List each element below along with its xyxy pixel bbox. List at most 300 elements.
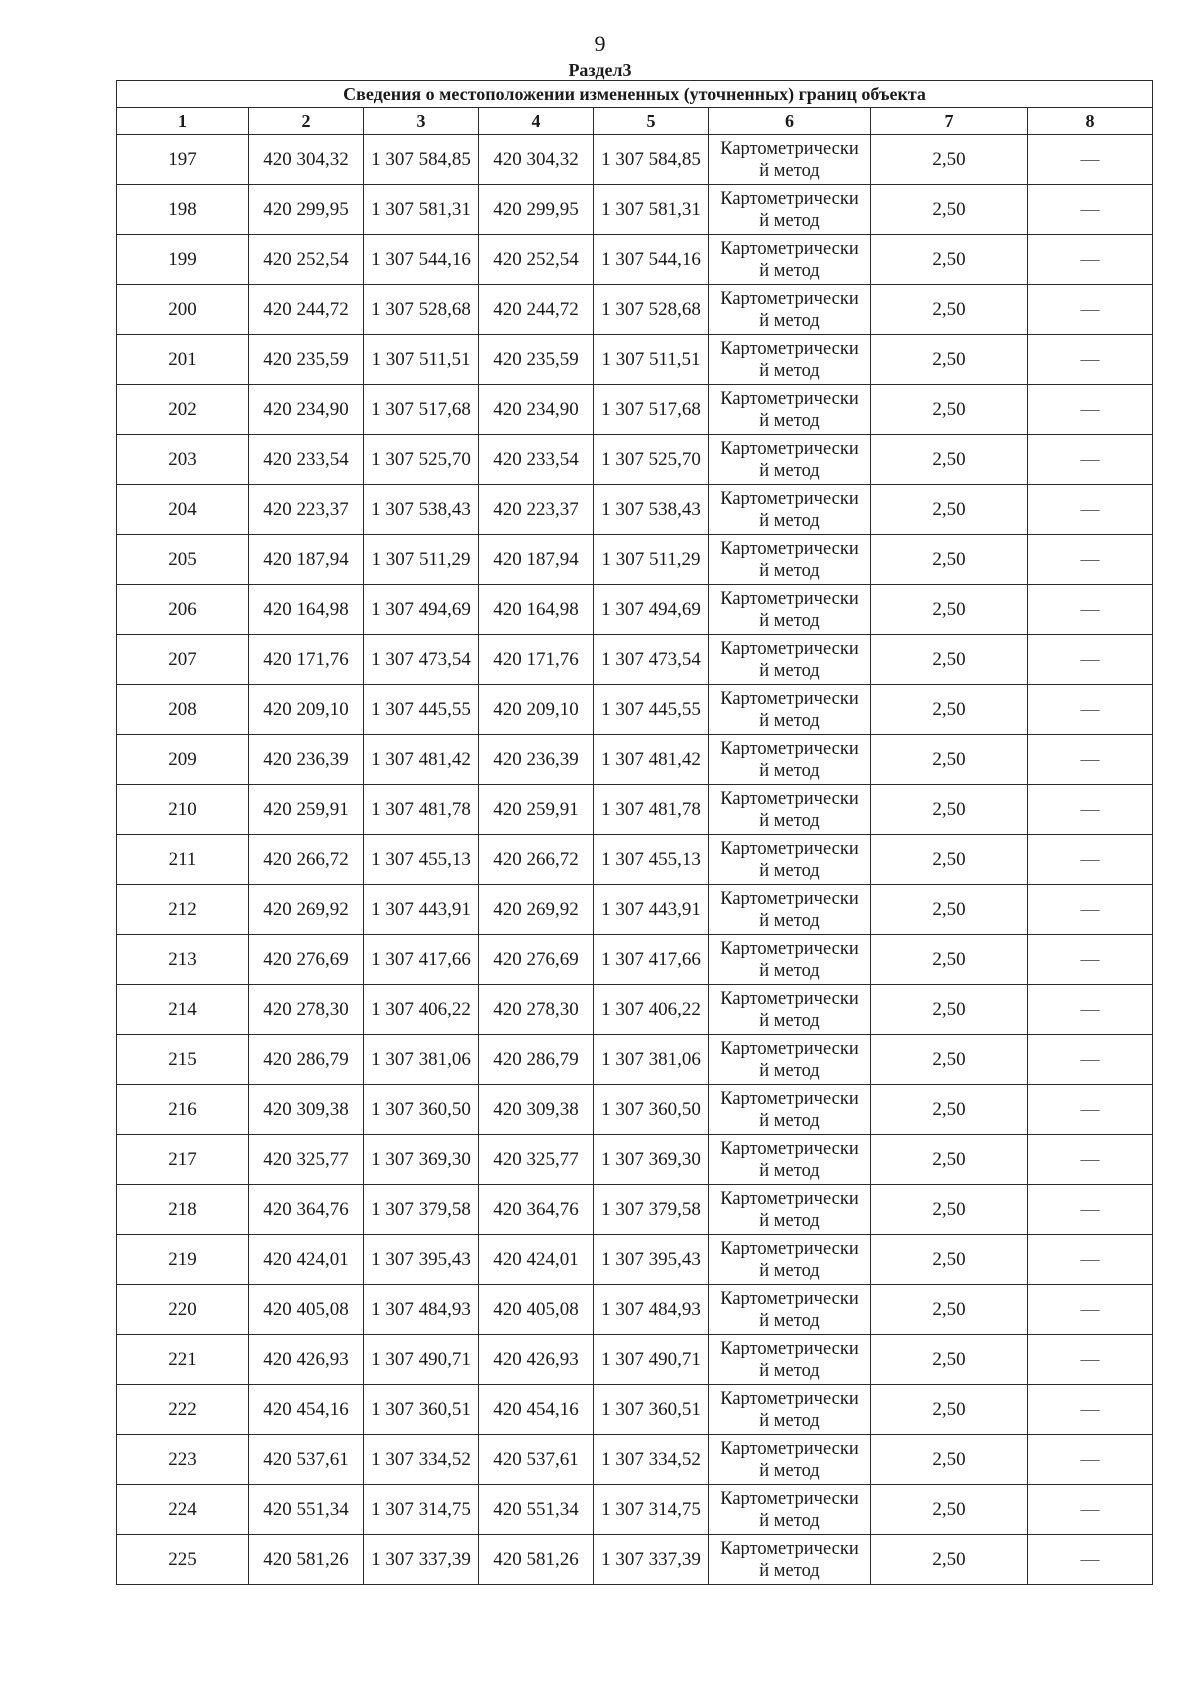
- x-refined-cell: 420 405,08: [479, 1285, 594, 1335]
- accuracy-cell: 2,50: [871, 585, 1028, 635]
- point-number-cell: 204: [117, 485, 249, 535]
- y-existing-cell: 1 307 334,52: [364, 1435, 479, 1485]
- method-line-1: Картометрически: [720, 138, 859, 159]
- method-cell: [709, 1535, 871, 1585]
- accuracy-cell: 2,50: [871, 835, 1028, 885]
- note-cell: —: [1028, 1385, 1153, 1435]
- method-line-1: Картометрически: [720, 438, 859, 459]
- note-cell: —: [1028, 635, 1153, 685]
- method-cell: [709, 435, 871, 485]
- x-existing-cell: 420 187,94: [249, 535, 364, 585]
- accuracy-cell: 2,50: [871, 335, 1028, 385]
- method-line-2: й метод: [759, 1110, 820, 1131]
- x-existing-cell: 420 209,10: [249, 685, 364, 735]
- x-existing-cell: 420 551,34: [249, 1485, 364, 1535]
- table-row: [117, 485, 1153, 535]
- point-number-cell: 200: [117, 285, 249, 335]
- method-cell: [709, 285, 871, 335]
- point-number-cell: 210: [117, 785, 249, 835]
- point-number-cell: 197: [117, 135, 249, 185]
- y-existing-cell: 1 307 314,75: [364, 1485, 479, 1535]
- method-cell: [709, 1435, 871, 1485]
- method-line-1: Картометрически: [720, 1388, 859, 1409]
- y-existing-cell: 1 307 484,93: [364, 1285, 479, 1335]
- accuracy-cell: 2,50: [871, 1485, 1028, 1535]
- table-row: [117, 1335, 1153, 1385]
- method-line-2: й метод: [759, 610, 820, 631]
- x-refined-cell: 420 299,95: [479, 185, 594, 235]
- table-row: [117, 1135, 1153, 1185]
- point-number-cell: 219: [117, 1235, 249, 1285]
- method-line-2: й метод: [759, 410, 820, 431]
- x-refined-cell: 420 424,01: [479, 1235, 594, 1285]
- point-number-cell: 201: [117, 335, 249, 385]
- y-refined-cell: 1 307 484,93: [594, 1285, 709, 1335]
- x-existing-cell: 420 537,61: [249, 1435, 364, 1485]
- y-refined-cell: 1 307 517,68: [594, 385, 709, 435]
- note-cell: —: [1028, 1135, 1153, 1185]
- x-refined-cell: 420 426,93: [479, 1335, 594, 1385]
- point-number-cell: 199: [117, 235, 249, 285]
- accuracy-cell: 2,50: [871, 485, 1028, 535]
- accuracy-cell: 2,50: [871, 1085, 1028, 1135]
- page-number: 9: [594, 31, 606, 56]
- point-number-cell: 212: [117, 885, 249, 935]
- point-number-cell: 211: [117, 835, 249, 885]
- point-number-cell: 209: [117, 735, 249, 785]
- note-cell: —: [1028, 1485, 1153, 1535]
- column-header: 3: [364, 108, 479, 135]
- y-existing-cell: 1 307 473,54: [364, 635, 479, 685]
- accuracy-cell: 2,50: [871, 735, 1028, 785]
- accuracy-cell: 2,50: [871, 1135, 1028, 1185]
- x-refined-cell: 420 454,16: [479, 1385, 594, 1435]
- table-row: [117, 1485, 1153, 1535]
- table-row: [117, 935, 1153, 985]
- method-cell: [709, 1185, 871, 1235]
- method-line-2: й метод: [759, 1010, 820, 1031]
- x-existing-cell: 420 235,59: [249, 335, 364, 385]
- x-refined-cell: 420 252,54: [479, 235, 594, 285]
- note-cell: —: [1028, 1185, 1153, 1235]
- accuracy-cell: 2,50: [871, 385, 1028, 435]
- accuracy-cell: 2,50: [871, 1285, 1028, 1335]
- table-row: [117, 185, 1153, 235]
- y-existing-cell: 1 307 381,06: [364, 1035, 479, 1085]
- coordinates-table: [116, 80, 1153, 1585]
- section-title: Раздел3: [568, 60, 632, 80]
- x-existing-cell: 420 244,72: [249, 285, 364, 335]
- method-line-1: Картометрически: [720, 1338, 859, 1359]
- x-existing-cell: 420 424,01: [249, 1235, 364, 1285]
- x-refined-cell: 420 266,72: [479, 835, 594, 885]
- accuracy-cell: 2,50: [871, 535, 1028, 585]
- note-cell: —: [1028, 535, 1153, 585]
- method-line-2: й метод: [759, 360, 820, 381]
- y-existing-cell: 1 307 337,39: [364, 1535, 479, 1585]
- note-cell: —: [1028, 1435, 1153, 1485]
- x-existing-cell: 420 426,93: [249, 1335, 364, 1385]
- method-line-2: й метод: [759, 760, 820, 781]
- method-line-2: й метод: [759, 1160, 820, 1181]
- point-number-cell: 224: [117, 1485, 249, 1535]
- x-refined-cell: 420 171,76: [479, 635, 594, 685]
- note-cell: —: [1028, 1535, 1153, 1585]
- y-refined-cell: 1 307 360,50: [594, 1085, 709, 1135]
- method-line-1: Картометрически: [720, 1438, 859, 1459]
- x-existing-cell: 420 234,90: [249, 385, 364, 435]
- point-number-cell: 198: [117, 185, 249, 235]
- y-existing-cell: 1 307 406,22: [364, 985, 479, 1035]
- point-number-cell: 213: [117, 935, 249, 985]
- x-existing-cell: 420 304,32: [249, 135, 364, 185]
- accuracy-cell: 2,50: [871, 635, 1028, 685]
- y-existing-cell: 1 307 494,69: [364, 585, 479, 635]
- method-cell: [709, 1285, 871, 1335]
- method-line-2: й метод: [759, 660, 820, 681]
- y-existing-cell: 1 307 511,29: [364, 535, 479, 585]
- accuracy-cell: 2,50: [871, 1335, 1028, 1385]
- note-cell: —: [1028, 385, 1153, 435]
- method-cell: [709, 135, 871, 185]
- note-cell: —: [1028, 835, 1153, 885]
- x-existing-cell: 420 299,95: [249, 185, 364, 235]
- x-refined-cell: 420 164,98: [479, 585, 594, 635]
- y-refined-cell: 1 307 473,54: [594, 635, 709, 685]
- method-cell: [709, 885, 871, 935]
- y-existing-cell: 1 307 490,71: [364, 1335, 479, 1385]
- y-existing-cell: 1 307 517,68: [364, 385, 479, 435]
- method-cell: [709, 585, 871, 635]
- x-refined-cell: 420 269,92: [479, 885, 594, 935]
- method-cell: [709, 335, 871, 385]
- y-existing-cell: 1 307 445,55: [364, 685, 479, 735]
- column-header-row: [117, 108, 1153, 135]
- accuracy-cell: 2,50: [871, 785, 1028, 835]
- x-refined-cell: 420 325,77: [479, 1135, 594, 1185]
- method-line-1: Картометрически: [720, 1538, 859, 1559]
- method-line-2: й метод: [759, 1060, 820, 1081]
- y-existing-cell: 1 307 481,42: [364, 735, 479, 785]
- method-line-2: й метод: [759, 960, 820, 981]
- method-line-1: Картометрически: [720, 1088, 859, 1109]
- accuracy-cell: 2,50: [871, 1185, 1028, 1235]
- x-existing-cell: 420 252,54: [249, 235, 364, 285]
- note-cell: —: [1028, 1285, 1153, 1335]
- method-line-1: Картометрически: [720, 888, 859, 909]
- y-refined-cell: 1 307 445,55: [594, 685, 709, 735]
- x-existing-cell: 420 269,92: [249, 885, 364, 935]
- point-number-cell: 220: [117, 1285, 249, 1335]
- method-line-1: Картометрически: [720, 188, 859, 209]
- y-refined-cell: 1 307 379,58: [594, 1185, 709, 1235]
- method-cell: [709, 185, 871, 235]
- table-row: [117, 1435, 1153, 1485]
- y-refined-cell: 1 307 360,51: [594, 1385, 709, 1435]
- x-existing-cell: 420 325,77: [249, 1135, 364, 1185]
- y-existing-cell: 1 307 528,68: [364, 285, 479, 335]
- x-refined-cell: 420 244,72: [479, 285, 594, 335]
- accuracy-cell: 2,50: [871, 235, 1028, 285]
- x-refined-cell: 420 276,69: [479, 935, 594, 985]
- x-existing-cell: 420 405,08: [249, 1285, 364, 1335]
- method-line-1: Картометрически: [720, 238, 859, 259]
- x-refined-cell: 420 304,32: [479, 135, 594, 185]
- point-number-cell: 223: [117, 1435, 249, 1485]
- table-row: [117, 635, 1153, 685]
- x-existing-cell: 420 286,79: [249, 1035, 364, 1085]
- method-line-2: й метод: [759, 160, 820, 181]
- table-row: [117, 335, 1153, 385]
- x-existing-cell: 420 364,76: [249, 1185, 364, 1235]
- x-refined-cell: 420 223,37: [479, 485, 594, 535]
- y-existing-cell: 1 307 443,91: [364, 885, 479, 935]
- y-refined-cell: 1 307 538,43: [594, 485, 709, 535]
- note-cell: —: [1028, 185, 1153, 235]
- method-cell: [709, 485, 871, 535]
- method-line-2: й метод: [759, 1460, 820, 1481]
- method-line-1: Картометрически: [720, 1038, 859, 1059]
- x-refined-cell: 420 259,91: [479, 785, 594, 835]
- table-row: [117, 1535, 1153, 1585]
- method-line-1: Картометрически: [720, 288, 859, 309]
- x-existing-cell: 420 171,76: [249, 635, 364, 685]
- note-cell: —: [1028, 335, 1153, 385]
- method-line-1: Картометрически: [720, 1188, 859, 1209]
- y-refined-cell: 1 307 417,66: [594, 935, 709, 985]
- method-line-1: Картометрически: [720, 688, 859, 709]
- point-number-cell: 208: [117, 685, 249, 735]
- accuracy-cell: 2,50: [871, 685, 1028, 735]
- accuracy-cell: 2,50: [871, 935, 1028, 985]
- method-line-1: Картометрически: [720, 588, 859, 609]
- point-number-cell: 222: [117, 1385, 249, 1435]
- point-number-cell: 217: [117, 1135, 249, 1185]
- method-line-2: й метод: [759, 810, 820, 831]
- x-refined-cell: 420 364,76: [479, 1185, 594, 1235]
- y-refined-cell: 1 307 314,75: [594, 1485, 709, 1535]
- accuracy-cell: 2,50: [871, 1385, 1028, 1435]
- method-line-1: Картометрически: [720, 1288, 859, 1309]
- column-header: 8: [1028, 108, 1153, 135]
- method-cell: [709, 535, 871, 585]
- note-cell: —: [1028, 285, 1153, 335]
- note-cell: —: [1028, 935, 1153, 985]
- table-row: [117, 235, 1153, 285]
- method-line-1: Картометрически: [720, 638, 859, 659]
- y-refined-cell: 1 307 337,39: [594, 1535, 709, 1585]
- y-existing-cell: 1 307 395,43: [364, 1235, 479, 1285]
- method-line-1: Картометрически: [720, 338, 859, 359]
- y-refined-cell: 1 307 481,42: [594, 735, 709, 785]
- accuracy-cell: 2,50: [871, 885, 1028, 935]
- table-row: [117, 1285, 1153, 1335]
- y-refined-cell: 1 307 528,68: [594, 285, 709, 335]
- y-existing-cell: 1 307 379,58: [364, 1185, 479, 1235]
- note-cell: —: [1028, 785, 1153, 835]
- table-row: [117, 785, 1153, 835]
- method-line-2: й метод: [759, 1560, 820, 1581]
- y-refined-cell: 1 307 443,91: [594, 885, 709, 935]
- y-existing-cell: 1 307 481,78: [364, 785, 479, 835]
- note-cell: —: [1028, 1035, 1153, 1085]
- column-header: 1: [117, 108, 249, 135]
- y-existing-cell: 1 307 369,30: [364, 1135, 479, 1185]
- method-line-1: Картометрически: [720, 938, 859, 959]
- y-existing-cell: 1 307 511,51: [364, 335, 479, 385]
- method-cell: [709, 385, 871, 435]
- table-row: [117, 1385, 1153, 1435]
- table-caption: Сведения о местоположении измененных (уточненных) границ объекта: [117, 81, 1153, 108]
- method-line-2: й метод: [759, 310, 820, 331]
- y-refined-cell: 1 307 525,70: [594, 435, 709, 485]
- x-refined-cell: 420 551,34: [479, 1485, 594, 1535]
- x-existing-cell: 420 259,91: [249, 785, 364, 835]
- table-row: [117, 835, 1153, 885]
- y-existing-cell: 1 307 360,51: [364, 1385, 479, 1435]
- note-cell: —: [1028, 435, 1153, 485]
- method-line-2: й метод: [759, 1410, 820, 1431]
- y-refined-cell: 1 307 494,69: [594, 585, 709, 635]
- column-header: 4: [479, 108, 594, 135]
- x-existing-cell: 420 164,98: [249, 585, 364, 635]
- y-existing-cell: 1 307 455,13: [364, 835, 479, 885]
- note-cell: —: [1028, 1235, 1153, 1285]
- column-header: 5: [594, 108, 709, 135]
- y-existing-cell: 1 307 544,16: [364, 235, 479, 285]
- accuracy-cell: 2,50: [871, 1435, 1028, 1485]
- method-line-1: Картометрически: [720, 388, 859, 409]
- method-line-2: й метод: [759, 260, 820, 281]
- x-refined-cell: 420 236,39: [479, 735, 594, 785]
- y-existing-cell: 1 307 581,31: [364, 185, 479, 235]
- y-refined-cell: 1 307 581,31: [594, 185, 709, 235]
- method-cell: [709, 1485, 871, 1535]
- table-row: [117, 1185, 1153, 1235]
- y-refined-cell: 1 307 511,51: [594, 335, 709, 385]
- accuracy-cell: 2,50: [871, 285, 1028, 335]
- table-row: [117, 135, 1153, 185]
- method-line-2: й метод: [759, 460, 820, 481]
- point-number-cell: 216: [117, 1085, 249, 1135]
- table-row: [117, 585, 1153, 635]
- method-cell: [709, 785, 871, 835]
- x-existing-cell: 420 454,16: [249, 1385, 364, 1435]
- method-cell: [709, 935, 871, 985]
- x-existing-cell: 420 223,37: [249, 485, 364, 535]
- note-cell: —: [1028, 485, 1153, 535]
- note-cell: —: [1028, 735, 1153, 785]
- y-existing-cell: 1 307 417,66: [364, 935, 479, 985]
- note-cell: —: [1028, 1335, 1153, 1385]
- y-refined-cell: 1 307 584,85: [594, 135, 709, 185]
- y-refined-cell: 1 307 334,52: [594, 1435, 709, 1485]
- table-row: [117, 985, 1153, 1035]
- point-number-cell: 221: [117, 1335, 249, 1385]
- method-line-2: й метод: [759, 210, 820, 231]
- x-existing-cell: 420 309,38: [249, 1085, 364, 1135]
- point-number-cell: 206: [117, 585, 249, 635]
- note-cell: —: [1028, 885, 1153, 935]
- accuracy-cell: 2,50: [871, 985, 1028, 1035]
- method-line-2: й метод: [759, 1360, 820, 1381]
- table-row: [117, 735, 1153, 785]
- method-line-2: й метод: [759, 1210, 820, 1231]
- method-line-1: Картометрически: [720, 538, 859, 559]
- y-refined-cell: 1 307 511,29: [594, 535, 709, 585]
- x-refined-cell: 420 309,38: [479, 1085, 594, 1135]
- point-number-cell: 214: [117, 985, 249, 1035]
- point-number-cell: 218: [117, 1185, 249, 1235]
- x-existing-cell: 420 266,72: [249, 835, 364, 885]
- x-refined-cell: 420 286,79: [479, 1035, 594, 1085]
- y-refined-cell: 1 307 490,71: [594, 1335, 709, 1385]
- method-cell: [709, 985, 871, 1035]
- x-existing-cell: 420 233,54: [249, 435, 364, 485]
- point-number-cell: 207: [117, 635, 249, 685]
- method-line-2: й метод: [759, 510, 820, 531]
- y-refined-cell: 1 307 455,13: [594, 835, 709, 885]
- note-cell: —: [1028, 135, 1153, 185]
- x-refined-cell: 420 537,61: [479, 1435, 594, 1485]
- x-refined-cell: 420 187,94: [479, 535, 594, 585]
- x-refined-cell: 420 581,26: [479, 1535, 594, 1585]
- accuracy-cell: 2,50: [871, 135, 1028, 185]
- method-cell: [709, 235, 871, 285]
- y-existing-cell: 1 307 360,50: [364, 1085, 479, 1135]
- method-line-2: й метод: [759, 860, 820, 881]
- y-refined-cell: 1 307 481,78: [594, 785, 709, 835]
- accuracy-cell: 2,50: [871, 435, 1028, 485]
- method-line-1: Картометрически: [720, 838, 859, 859]
- point-number-cell: 215: [117, 1035, 249, 1085]
- method-line-2: й метод: [759, 1510, 820, 1531]
- table-row: [117, 685, 1153, 735]
- note-cell: —: [1028, 585, 1153, 635]
- column-header: 7: [871, 108, 1028, 135]
- method-cell: [709, 835, 871, 885]
- note-cell: —: [1028, 235, 1153, 285]
- method-cell: [709, 635, 871, 685]
- y-existing-cell: 1 307 525,70: [364, 435, 479, 485]
- method-cell: [709, 1235, 871, 1285]
- table-row: [117, 435, 1153, 485]
- method-line-1: Картометрически: [720, 1488, 859, 1509]
- x-refined-cell: 420 209,10: [479, 685, 594, 735]
- point-number-cell: 203: [117, 435, 249, 485]
- y-refined-cell: 1 307 406,22: [594, 985, 709, 1035]
- accuracy-cell: 2,50: [871, 185, 1028, 235]
- column-header: 2: [249, 108, 364, 135]
- point-number-cell: 225: [117, 1535, 249, 1585]
- note-cell: —: [1028, 985, 1153, 1035]
- table-row: [117, 1085, 1153, 1135]
- method-line-2: й метод: [759, 710, 820, 731]
- method-line-2: й метод: [759, 1260, 820, 1281]
- point-number-cell: 202: [117, 385, 249, 435]
- accuracy-cell: 2,50: [871, 1535, 1028, 1585]
- y-existing-cell: 1 307 584,85: [364, 135, 479, 185]
- method-line-2: й метод: [759, 560, 820, 581]
- y-refined-cell: 1 307 381,06: [594, 1035, 709, 1085]
- x-refined-cell: 420 233,54: [479, 435, 594, 485]
- method-cell: [709, 685, 871, 735]
- table-row: [117, 535, 1153, 585]
- y-refined-cell: 1 307 395,43: [594, 1235, 709, 1285]
- method-cell: [709, 1135, 871, 1185]
- method-cell: [709, 1385, 871, 1435]
- x-refined-cell: 420 278,30: [479, 985, 594, 1035]
